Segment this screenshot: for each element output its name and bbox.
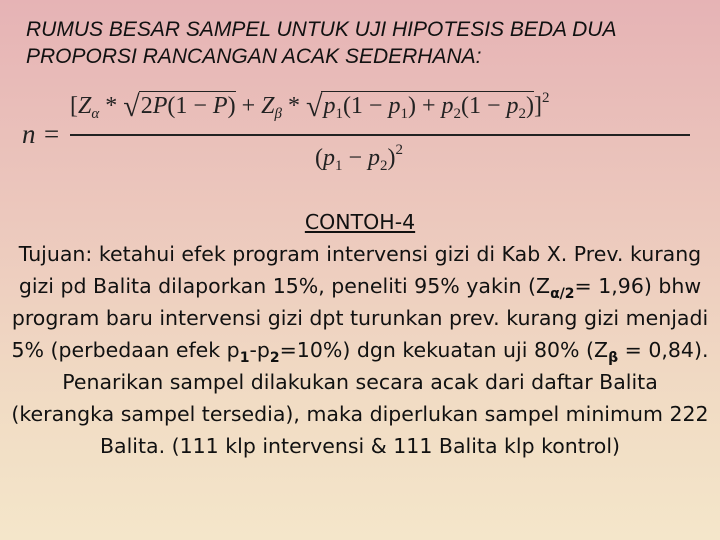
formula-denominator: $(p_1 - p_2)^2$ <box>315 142 404 174</box>
p2-subscript: 2 <box>269 350 280 366</box>
alpha-subscript: α/2 <box>550 286 575 302</box>
p1-subscript: 1 <box>239 350 250 366</box>
fraction-line <box>70 134 690 136</box>
example-paragraph: Tujuan: ketahui efek program intervensi gizi di Kab X. Prev. kurang gizi pd Balita dilaporkan 15%, peneliti 95% yakin $(Z_{\alpha/2}= 1,96)$ bhw program baru intervensi gizi dpt turunkan prev. kurang gizi menjadi 5% (perbedaan efek $p_1-p_2=10\%$) dgn kekuatan uji 80% $(Z_\beta = 0,84)$. Penarikan sampel dilakukan secara acak dari daftar Balita (kerangka sampel tersedia), maka diperlukan sampel minimum 222 Balita. (111 klp intervensi & 111 Balita klp kontrol) <box>11 242 709 458</box>
example-block <box>10 206 710 462</box>
example-heading: CONTOH-4 <box>304 210 416 234</box>
beta-subscript: β <box>608 350 619 366</box>
formula-lhs: n = <box>22 119 61 149</box>
formula-numerator: $[Z_\alpha * √2P(1 - P) + Z_\beta * √p_1(1 - p_1) + p_2(1 - p_2)]^2$ <box>70 90 550 123</box>
sample-size-formula <box>20 86 710 186</box>
slide-title: RUMUS BESAR SAMPEL UNTUK UJI HIPOTESIS BEDA DUA PROPORSI RANCANGAN ACAK SEDERHANA: <box>26 18 616 68</box>
